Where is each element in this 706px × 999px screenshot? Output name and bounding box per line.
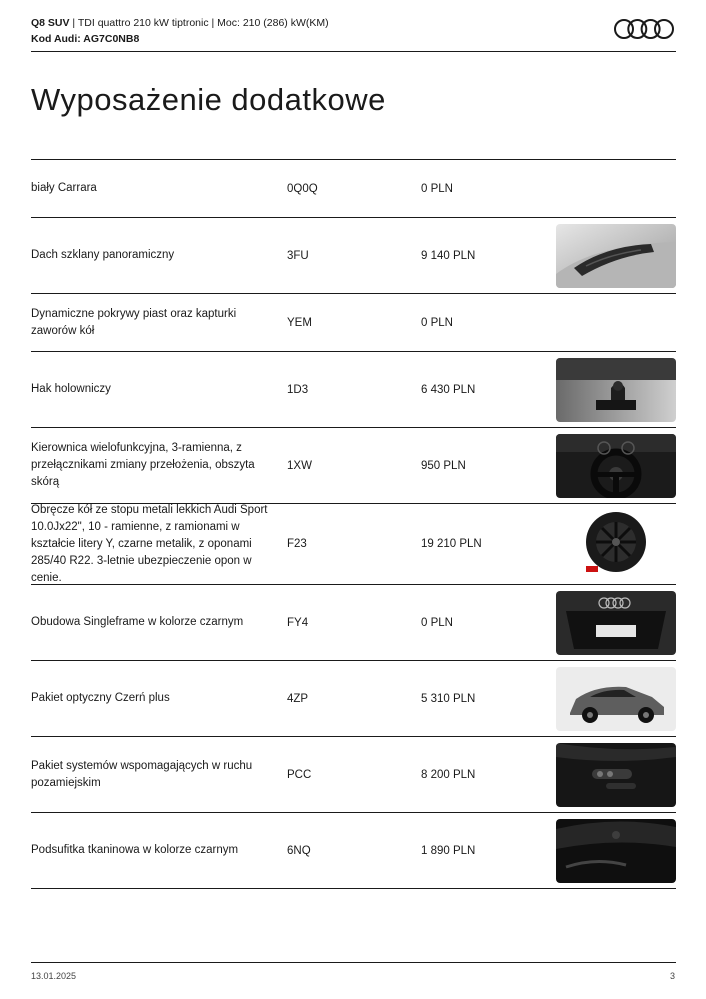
- option-name: Obręcze kół ze stopu metali lekkich Audi Sport 10.0Jx22", 10 - ramienne, z ramionami w kształcie litery Y, czarne metalik, z oponami 285/40 R22. 3-letnie ubezpieczenie opon w cenie.: [31, 503, 268, 584]
- option-code: 0Q0Q: [287, 182, 318, 195]
- option-code: 1XW: [287, 459, 312, 472]
- table-row: [31, 294, 676, 352]
- panoramic-roof-image: [556, 224, 676, 288]
- page-title: Wyposażenie dodatkowe: [31, 82, 386, 117]
- tow-hook-image: [556, 358, 676, 422]
- option-price: 0 PLN: [421, 316, 453, 329]
- table-row: [31, 160, 676, 218]
- option-name: Dach szklany panoramiczny: [31, 249, 175, 261]
- option-name: Pakiet optyczny Czerń plus: [31, 692, 170, 704]
- option-price: 0 PLN: [421, 182, 453, 195]
- option-name: Kierownica wielofunkcyjna, 3-ramienna, z przełącznikami zmiany przełożenia, obszyta skórą: [31, 442, 255, 488]
- option-code: 1D3: [287, 383, 309, 396]
- car-side-image: [556, 667, 676, 731]
- table-row: [31, 218, 676, 294]
- option-code: PCC: [287, 768, 312, 781]
- table-row: [31, 661, 676, 737]
- option-name: Dynamiczne pokrywy piast oraz kapturki zaworów kół: [31, 307, 237, 337]
- option-name: Obudowa Singleframe w kolorze czarnym: [31, 616, 244, 628]
- wheel-image: [556, 510, 676, 578]
- table-row: [31, 504, 676, 585]
- option-code: FY4: [287, 616, 309, 629]
- steering-wheel-image: [556, 434, 676, 498]
- option-code: 4ZP: [287, 692, 309, 705]
- option-price: 9 140 PLN: [421, 249, 476, 262]
- footer-divider: [31, 962, 676, 963]
- option-code: 3FU: [287, 249, 309, 262]
- page-number: 3: [669, 971, 675, 981]
- option-price: 5 310 PLN: [421, 692, 476, 705]
- option-name: biały Carrara: [31, 182, 97, 194]
- stalk-controls-image: [556, 743, 676, 807]
- option-price: 8 200 PLN: [421, 768, 476, 781]
- option-name: Hak holowniczy: [31, 383, 111, 395]
- document-header: [31, 15, 329, 47]
- option-code: F23: [287, 538, 307, 550]
- audi-code: Kod Audi: AG7C0NB8: [31, 33, 140, 45]
- option-price: 19 210 PLN: [421, 538, 482, 550]
- equipment-table: [31, 159, 676, 889]
- singleframe-grille-image: [556, 591, 676, 655]
- option-price: 1 890 PLN: [421, 844, 476, 857]
- audi-rings-logo: [613, 18, 675, 40]
- option-code: YEM: [287, 316, 312, 329]
- model-name: Q8 SUV: [31, 17, 70, 29]
- option-name: Podsufitka tkaninowa w kolorze czarnym: [31, 844, 239, 856]
- table-row: [31, 813, 676, 889]
- option-price: 6 430 PLN: [421, 383, 476, 396]
- table-row: [31, 737, 676, 813]
- option-code: 6NQ: [287, 844, 311, 857]
- option-name: Pakiet systemów wspomagających w ruchu pozamiejskim: [31, 759, 253, 789]
- footer-date: 13.01.2025: [31, 971, 77, 981]
- table-row: [31, 352, 676, 428]
- model-line: [31, 15, 329, 31]
- header-divider: [31, 51, 676, 52]
- option-price: 950 PLN: [421, 459, 466, 472]
- table-row: [31, 585, 676, 661]
- model-spec: | TDI quattro 210 kW tiptronic | Moc: 210 (286) kW(KM): [69, 17, 329, 29]
- headliner-image: [556, 819, 676, 883]
- table-row: [31, 428, 676, 504]
- option-price: 0 PLN: [421, 616, 453, 629]
